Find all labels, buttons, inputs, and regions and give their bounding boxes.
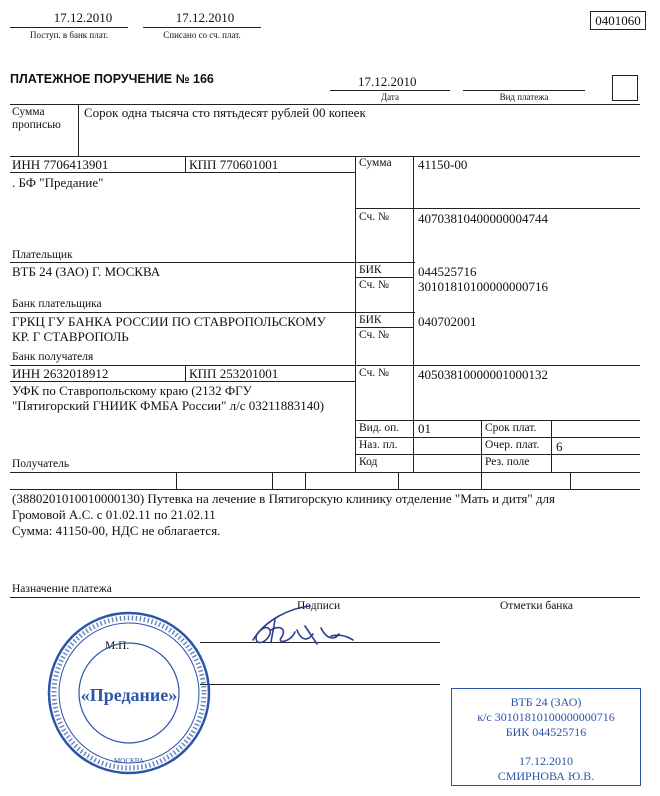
payer-bank-name: ВТБ 24 (ЗАО) Г. МОСКВА bbox=[12, 264, 161, 279]
purpose-line2: Громовой А.С. с 01.02.11 по 21.02.11 bbox=[12, 507, 216, 522]
stamp-place-label: М.П. bbox=[105, 640, 130, 652]
payer-account-label: Сч. № bbox=[359, 211, 390, 223]
payer-label: Плательщик bbox=[12, 249, 73, 261]
code-label: Код bbox=[359, 456, 378, 468]
payer-bank-account: 30101810100000000716 bbox=[418, 279, 548, 294]
document-date-label: Дата bbox=[381, 92, 399, 102]
received-date: 17.12.2010 bbox=[53, 10, 113, 25]
payment-type-box bbox=[612, 75, 638, 101]
seal-center-text: «Предание» bbox=[80, 685, 178, 705]
payer-bank-account-label: Сч. № bbox=[359, 279, 390, 291]
signatures-label: Подписи bbox=[297, 600, 341, 612]
payment-type-label: Вид платежа bbox=[499, 92, 549, 102]
payer-name: . БФ "Предание" bbox=[12, 175, 104, 190]
amount-words-text: Сорок одна тысяча сто пятьдесят рублей 00 копеек bbox=[84, 105, 366, 120]
payer-bik: 044525716 bbox=[418, 264, 477, 279]
payer-bik-label: БИК bbox=[359, 264, 382, 276]
payee-account-label: Сч. № bbox=[359, 367, 390, 379]
bank-stamp bbox=[451, 688, 641, 786]
purpose-line1: (3880201010010000130) Путевка на лечение в Пятигорскую клинику отделение "Мать и дитя" для bbox=[12, 491, 555, 506]
document-title: ПЛАТЕЖНОЕ ПОРУЧЕНИЕ № 166 bbox=[10, 72, 214, 86]
payee-bank-label: Банк получателя bbox=[12, 351, 94, 363]
bank-stamp-line2: к/с 30101810100000000716 bbox=[477, 710, 615, 724]
handwritten-signature bbox=[235, 600, 365, 658]
payer-bank-label: Банк плательщика bbox=[12, 298, 102, 310]
bank-stamp-name: СМИРНОВА Ю.В. bbox=[497, 769, 595, 783]
payee-name-2: "Пятигорский ГНИИК ФМБА России" л/с 03211883140) bbox=[12, 398, 325, 413]
document-date: 17.12.2010 bbox=[358, 74, 417, 89]
bank-stamp-line1: ВТБ 24 (ЗАО) bbox=[510, 695, 582, 709]
sum-value: 41150-00 bbox=[418, 157, 468, 172]
received-date-label: Поступ. в банк плат. bbox=[30, 30, 108, 40]
bank-stamp-date: 17.12.2010 bbox=[519, 754, 573, 768]
debited-date: 17.12.2010 bbox=[175, 10, 235, 25]
op-type: 01 bbox=[418, 421, 431, 436]
purpose-label: Назначение платежа bbox=[12, 583, 112, 595]
bank-stamp-line3: БИК 044525716 bbox=[505, 725, 587, 739]
payee-inn: ИНН 2632018912 bbox=[12, 366, 109, 381]
sum-label: Сумма bbox=[359, 157, 392, 169]
op-type-label: Вид. оп. bbox=[359, 422, 400, 434]
payee-kpp: КПП 253201001 bbox=[189, 366, 279, 381]
payee-name: УФК по Ставропольскому краю (2132 ФГУ bbox=[12, 383, 252, 398]
debited-date-label: Списано со сч. плат. bbox=[163, 30, 241, 40]
priority-label: Очер. плат. bbox=[485, 439, 540, 451]
amount-words-label-2: прописью bbox=[12, 119, 61, 131]
payee-label: Получатель bbox=[12, 458, 70, 470]
payee-account: 40503810000001000132 bbox=[418, 367, 548, 382]
payee-bank-name: ГРКЦ ГУ БАНКА РОССИИ ПО СТАВРОПОЛЬСКОМУ bbox=[12, 314, 326, 329]
payer-inn: ИНН 7706413901 bbox=[12, 157, 109, 172]
payee-bik-label: БИК bbox=[359, 314, 382, 326]
payer-kpp: КПП 770601001 bbox=[189, 157, 279, 172]
priority: 6 bbox=[556, 439, 563, 454]
form-code: 0401060 bbox=[590, 11, 646, 30]
term-label: Срок плат. bbox=[485, 422, 537, 434]
purpose-line3: Сумма: 41150-00, НДС не облагается. bbox=[12, 523, 221, 538]
reserve-label: Рез. поле bbox=[485, 456, 530, 468]
bank-marks-label: Отметки банка bbox=[500, 600, 573, 612]
seal-city: МОСКВА bbox=[114, 757, 144, 765]
payee-bank-account-label: Сч. № bbox=[359, 329, 390, 341]
purpose-code-label: Наз. пл. bbox=[359, 439, 398, 451]
payee-bik: 040702001 bbox=[418, 314, 477, 329]
payer-account: 40703810400000004744 bbox=[418, 211, 548, 226]
amount-words-label: Сумма bbox=[12, 106, 45, 118]
payee-bank-name-2: КР. Г СТАВРОПОЛЬ bbox=[12, 329, 129, 344]
